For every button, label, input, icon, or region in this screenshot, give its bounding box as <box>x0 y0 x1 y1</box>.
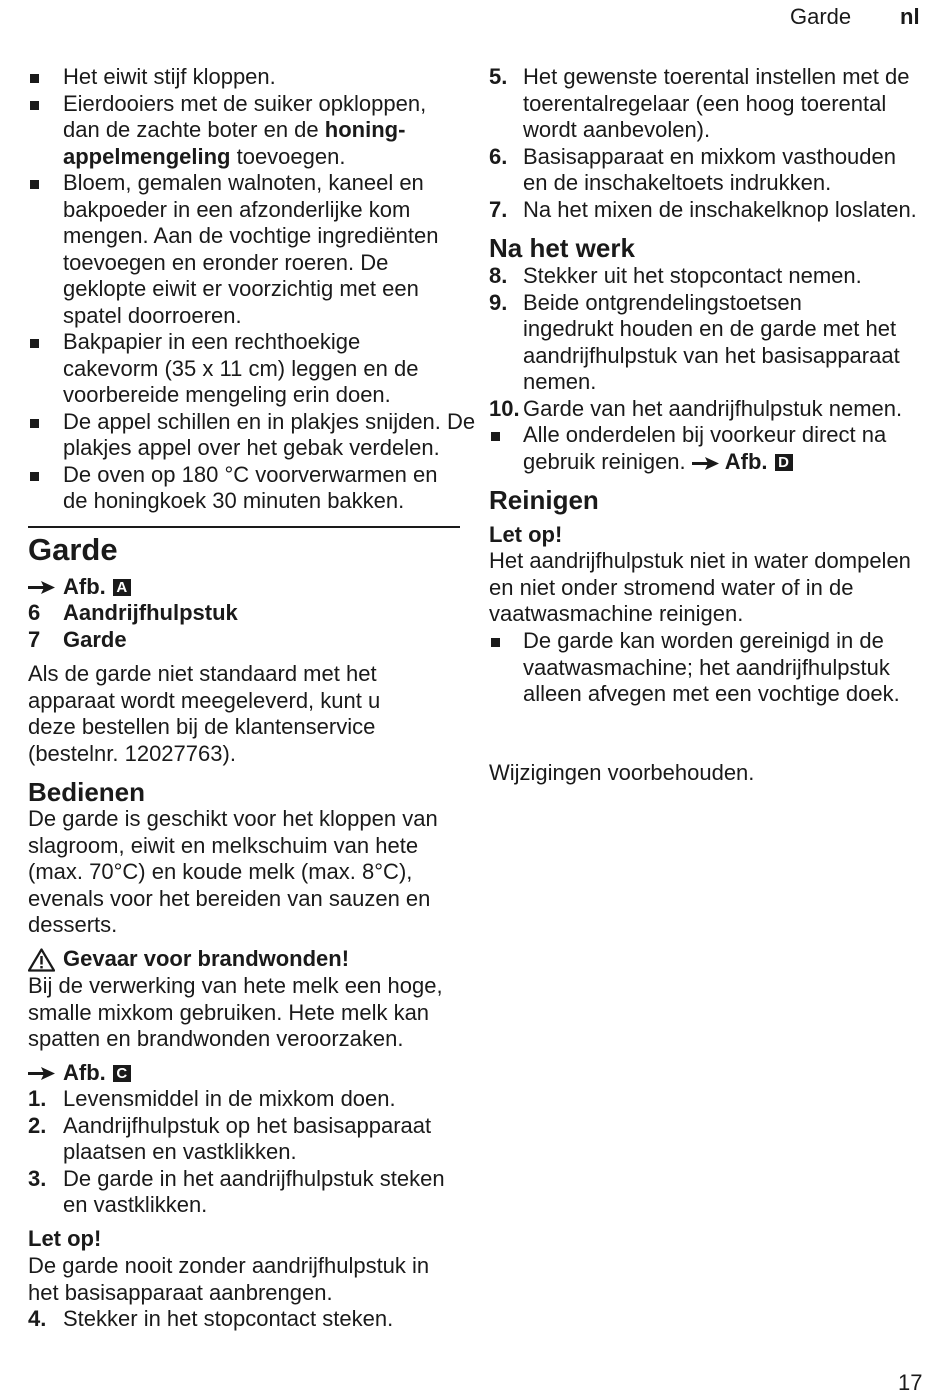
recipe-step-emphasis: honing- appelmengeling <box>63 117 406 169</box>
step-item <box>28 1086 460 1113</box>
warning-heading <box>28 946 460 973</box>
section-title-na-het-werk: Na het werk <box>489 233 635 263</box>
warning-title: Gevaar voor brandwonden! <box>63 946 350 971</box>
part-number: 7 <box>28 626 41 652</box>
cleaning-tips-list <box>489 628 929 708</box>
step-item <box>489 197 929 224</box>
ordering-note: Als de garde niet standaard met het apparaat wordt meegeleverd, kunt u deze bestellen bij de klantenservice (bestelnr. 12027763). <box>28 661 381 766</box>
recipe-step-text-end: toevoegen. <box>230 143 346 169</box>
disclaimer: Wijzigingen voorbehouden. <box>489 760 755 785</box>
step-number: 6. <box>489 143 508 169</box>
caution-title: Let op! <box>28 1226 102 1251</box>
step-text: Stekker uit het stopcontact nemen. <box>523 263 862 288</box>
cleaning-tip-text: De garde kan worden gereinigd in de vaatwasmachine; het aandrijfhulpstuk alleen afvegen met een vochtige doek. <box>523 628 900 706</box>
step-number: 9. <box>489 289 508 315</box>
recipe-step-text: De appel schillen en in plakjes snijden. De plakjes appel over het gebak verdelen. <box>63 408 476 460</box>
step-number: 10. <box>489 395 520 421</box>
square-bullet-icon <box>491 432 500 441</box>
recipe-step <box>28 64 460 91</box>
running-header-section: Garde <box>790 4 852 29</box>
figure-label: Afb. <box>63 574 106 599</box>
recipe-step-text: Het eiwit stijf kloppen. <box>63 64 276 89</box>
step-item <box>28 1166 460 1219</box>
figure-letter-badge: A <box>113 579 131 596</box>
cleaning-tip-text: Alle onderdelen bij voorkeur direct na gebruik reinigen. <box>523 422 887 474</box>
running-header-language: nl <box>900 4 920 29</box>
square-bullet-icon <box>30 101 39 110</box>
figure-label: Afb. <box>724 448 768 474</box>
part-item <box>28 600 460 627</box>
square-bullet-icon <box>491 638 500 647</box>
square-bullet-icon <box>30 180 39 189</box>
step-item <box>28 1113 460 1166</box>
section-title-bedienen: Bedienen <box>28 777 146 807</box>
step-text: Na het mixen de inschakelknop loslaten. <box>523 196 917 222</box>
step-item <box>489 290 929 396</box>
step-item <box>489 64 929 144</box>
step-text: Garde van het aandrijfhulpstuk nemen. <box>523 395 903 421</box>
warning-text: Bij de verwerking van hete melk een hoge, smalle mixkom gebruiken. Hete melk kan spatten en brandwonden veroorzaken. <box>28 973 443 1051</box>
usage-intro: De garde is geschikt voor het kloppen van slagroom, eiwit en melkschuim van hete (max. 70°C) en koude melk (max. 8°C), evenals voor het bereiden van sauzen en desserts. <box>28 806 438 937</box>
recipe-step <box>28 91 460 171</box>
arrow-right-icon <box>28 1067 55 1080</box>
warning-triangle-icon <box>28 948 55 972</box>
recipe-step-text: Bakpapier in een rechthoekige cakevorm (35 x 11 cm) leggen en de voorbereide mengeling erin doen. <box>63 329 419 407</box>
figure-label: Afb. <box>63 1060 106 1085</box>
figure-reference <box>28 1060 460 1087</box>
step-number: 7. <box>489 196 508 222</box>
arrow-right-icon <box>28 581 55 594</box>
recipe-step-text: De oven op 180 °C voorverwarmen en de honingkoek 30 minuten bakken. <box>63 461 438 513</box>
step-text: Levensmiddel in de mixkom doen. <box>63 1086 396 1111</box>
figure-letter-badge: C <box>113 1065 131 1082</box>
parts-list <box>28 600 460 653</box>
after-use-steps-list <box>489 263 929 475</box>
recipe-step <box>28 170 460 329</box>
part-number: 6 <box>28 600 41 625</box>
square-bullet-icon <box>30 339 39 348</box>
recipe-step <box>28 329 460 409</box>
part-name: Aandrijfhulpstuk <box>63 600 238 625</box>
section-divider <box>28 526 460 528</box>
recipe-steps-list <box>28 64 476 515</box>
caution-title: Let op! <box>489 522 563 547</box>
figure-reference <box>28 574 460 601</box>
page-number: 17 <box>898 1370 923 1395</box>
caution-text: De garde nooit zonder aandrijfhulpstuk in het basisapparaat aanbrengen. <box>28 1253 430 1305</box>
step-text: Beide ontgrendelingstoetsen ingedrukt houden en de garde met het aandrijfhulpstuk van het basisapparaat nemen. <box>523 289 900 394</box>
square-bullet-icon <box>30 472 39 481</box>
operating-steps-list <box>489 64 929 223</box>
section-title-garde: Garde <box>28 532 118 567</box>
step-number: 5. <box>489 64 508 89</box>
recipe-step-text: Eierdooiers met de suiker opkloppen, dan de zachte boter en de <box>63 90 427 142</box>
step-item <box>489 144 929 197</box>
step-number: 1. <box>28 1086 47 1111</box>
recipe-step <box>28 408 476 462</box>
figure-letter-badge: D <box>775 454 793 471</box>
step-number: 4. <box>28 1306 47 1331</box>
section-title-reinigen: Reinigen <box>489 485 599 515</box>
part-name: Garde <box>63 626 127 652</box>
arrow-right-icon <box>692 457 719 470</box>
step-number: 2. <box>28 1112 47 1138</box>
caution-text: Het aandrijfhulpstuk niet in water dompelen en niet onder stromend water of in de vaatwasmachine reinigen. <box>489 548 911 626</box>
step-text: De garde in het aandrijfhulpstuk steken en vastklikken. <box>63 1165 445 1217</box>
step-item <box>489 263 929 290</box>
step-number: 8. <box>489 263 508 288</box>
step-text: Basisapparaat en mixkom vasthouden en de inschakeltoets indrukken. <box>523 143 896 195</box>
cleaning-tip <box>489 422 929 475</box>
recipe-step <box>28 462 460 515</box>
square-bullet-icon <box>30 419 39 428</box>
step-text: Stekker in het stopcontact steken. <box>63 1306 394 1331</box>
step-item <box>28 1306 460 1333</box>
operating-steps-list <box>28 1306 460 1333</box>
recipe-step-text: Bloem, gemalen walnoten, kaneel en bakpoeder in een afzonderlijke kom mengen. Aan de vochtige ingrediënten toevoegen en eronder roeren. De geklopte eiwit er voorzichtig met een spatel doorroeren. <box>63 170 439 328</box>
part-item <box>28 627 460 654</box>
step-number: 3. <box>28 1165 47 1191</box>
cleaning-tip <box>489 628 929 708</box>
operating-steps-list <box>28 1086 460 1219</box>
square-bullet-icon <box>30 74 39 83</box>
step-item <box>489 396 929 423</box>
step-text: Het gewenste toerental instellen met de toerentalregelaar (een hoog toerental wordt aanbevolen). <box>523 64 910 142</box>
step-text: Aandrijfhulpstuk op het basisapparaat plaatsen en vastklikken. <box>63 1112 432 1164</box>
